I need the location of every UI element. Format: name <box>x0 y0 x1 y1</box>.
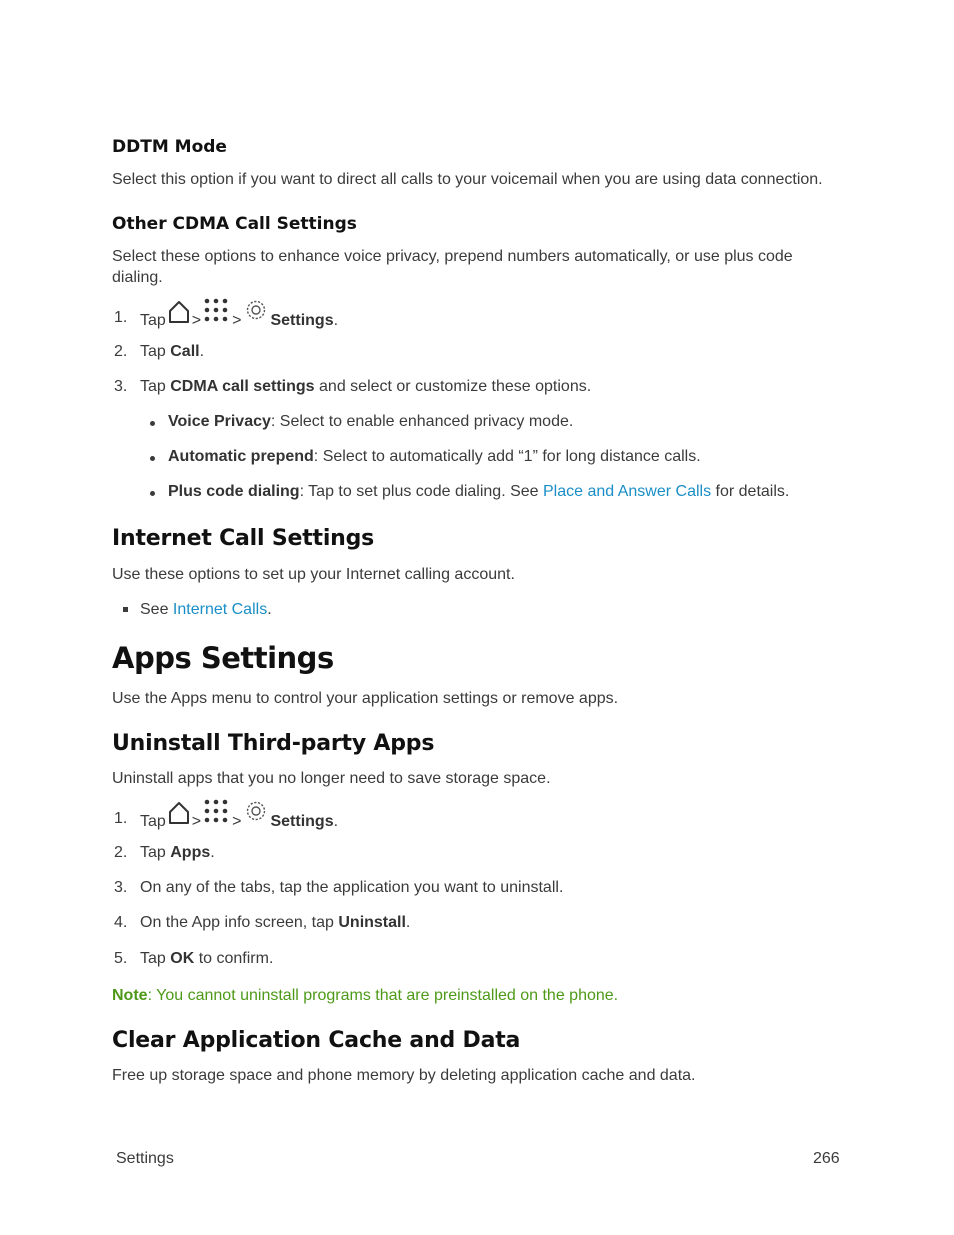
bullet-text: : Tap to set plus code dialing. See <box>299 483 543 500</box>
bullet-icon <box>150 491 155 496</box>
step-number: 5. <box>114 950 128 967</box>
note-text: : You cannot uninstall programs that are preinstalled on the phone. <box>147 987 619 1004</box>
apps-settings-heading: Apps Settings <box>112 641 334 675</box>
uninstall-step-4 <box>140 914 410 932</box>
separator: > <box>232 312 242 329</box>
step-number: 4. <box>114 914 128 931</box>
note-label: Note <box>112 987 148 1004</box>
step-number: 2. <box>114 844 128 861</box>
settings-gear-icon <box>245 800 267 827</box>
bullet-plus-code-dialing <box>168 483 789 501</box>
bullet-icon <box>150 421 155 426</box>
step-number: 2. <box>114 343 128 360</box>
step-bold: Call <box>170 343 200 360</box>
step-text: Tap <box>140 813 166 830</box>
step-text: Tap <box>140 844 171 861</box>
step-text-end: . <box>210 844 215 861</box>
bullet-text: See <box>140 601 173 618</box>
bullet-text: : Select to enable enhanced privacy mode. <box>270 413 574 430</box>
apps-description: Use the Apps menu to control your application settings or remove apps. <box>112 690 619 707</box>
cdma-heading: Other CDMA Call Settings <box>112 214 357 234</box>
bullet-bold: Plus code dialing <box>168 483 300 500</box>
step-text: On the App info screen, tap <box>140 914 339 931</box>
internet-bullet <box>140 599 272 620</box>
uninstall-step-5 <box>140 950 273 968</box>
settings-label: Settings <box>270 312 334 329</box>
home-icon <box>168 300 190 329</box>
cdma-step-3 <box>140 378 591 396</box>
home-icon <box>168 801 190 830</box>
step-text: On any of the tabs, tap the application you want to uninstall. <box>140 879 564 896</box>
step-text-end: to confirm. <box>194 950 274 967</box>
internet-calls-link[interactable]: Internet Calls <box>172 601 268 618</box>
uninstall-step-1 <box>140 801 338 835</box>
cdma-description-line1: Select these options to enhance voice privacy, prepend numbers automatically, or use plus code <box>112 248 793 265</box>
step-text: Tap <box>140 312 166 329</box>
place-and-answer-calls-link[interactable]: Place and Answer Calls <box>543 483 712 500</box>
step-text-end: . <box>405 914 411 931</box>
separator: > <box>191 312 202 329</box>
ddtm-description: Select this option if you want to direct all calls to your voicemail when you are using data connection. <box>112 171 823 188</box>
uninstall-step-2 <box>140 844 215 862</box>
apps-grid-icon <box>203 297 229 328</box>
step-end: . <box>333 312 339 329</box>
step-text-end: . <box>199 343 205 360</box>
internet-description: Use these options to set up your Internet calling account. <box>112 566 515 583</box>
step-text-end: and select or customize these options. <box>314 378 592 395</box>
ddtm-heading: DDTM Mode <box>112 137 227 157</box>
step-end: . <box>333 813 339 830</box>
cdma-step-2 <box>140 343 204 361</box>
step-number: 3. <box>114 378 128 395</box>
step-bold: Apps <box>170 844 211 861</box>
separator: > <box>232 813 242 830</box>
clear-cache-heading: Clear Application Cache and Data <box>112 1028 521 1053</box>
uninstall-description: Uninstall apps that you no longer need to save storage space. <box>112 770 551 787</box>
bullet-text-end: for details. <box>711 483 790 500</box>
uninstall-note <box>112 985 618 1006</box>
step-text: Tap <box>140 378 171 395</box>
internet-call-settings-heading: Internet Call Settings <box>112 526 375 551</box>
separator: > <box>191 813 202 830</box>
uninstall-heading: Uninstall Third-party Apps <box>112 731 435 756</box>
bullet-bold: Voice Privacy <box>168 413 271 430</box>
uninstall-step-3 <box>140 879 563 897</box>
footer-page-number: 266 <box>813 1150 840 1167</box>
apps-grid-icon <box>203 798 229 829</box>
bullet-icon <box>123 607 128 612</box>
cdma-description-line2: dialing. <box>112 269 163 286</box>
step-bold: Uninstall <box>338 914 406 931</box>
step-number: 1. <box>114 309 128 326</box>
step-bold: OK <box>170 950 195 967</box>
bullet-text-end: . <box>267 601 272 618</box>
cdma-step-1 <box>140 300 338 334</box>
settings-gear-icon <box>245 299 267 326</box>
bullet-automatic-prepend <box>168 448 701 466</box>
settings-label: Settings <box>270 813 334 830</box>
step-number: 1. <box>114 810 128 827</box>
bullet-bold: Automatic prepend <box>168 448 314 465</box>
step-text: Tap <box>140 950 171 967</box>
bullet-icon <box>150 456 155 461</box>
step-bold: CDMA call settings <box>170 378 315 395</box>
step-number: 3. <box>114 879 128 896</box>
bullet-voice-privacy <box>168 413 573 431</box>
bullet-text: : Select to automatically add “1” for long distance calls. <box>313 448 701 465</box>
clear-cache-description: Free up storage space and phone memory by deleting application cache and data. <box>112 1067 696 1084</box>
step-text: Tap <box>140 343 171 360</box>
footer-section: Settings <box>116 1150 174 1167</box>
